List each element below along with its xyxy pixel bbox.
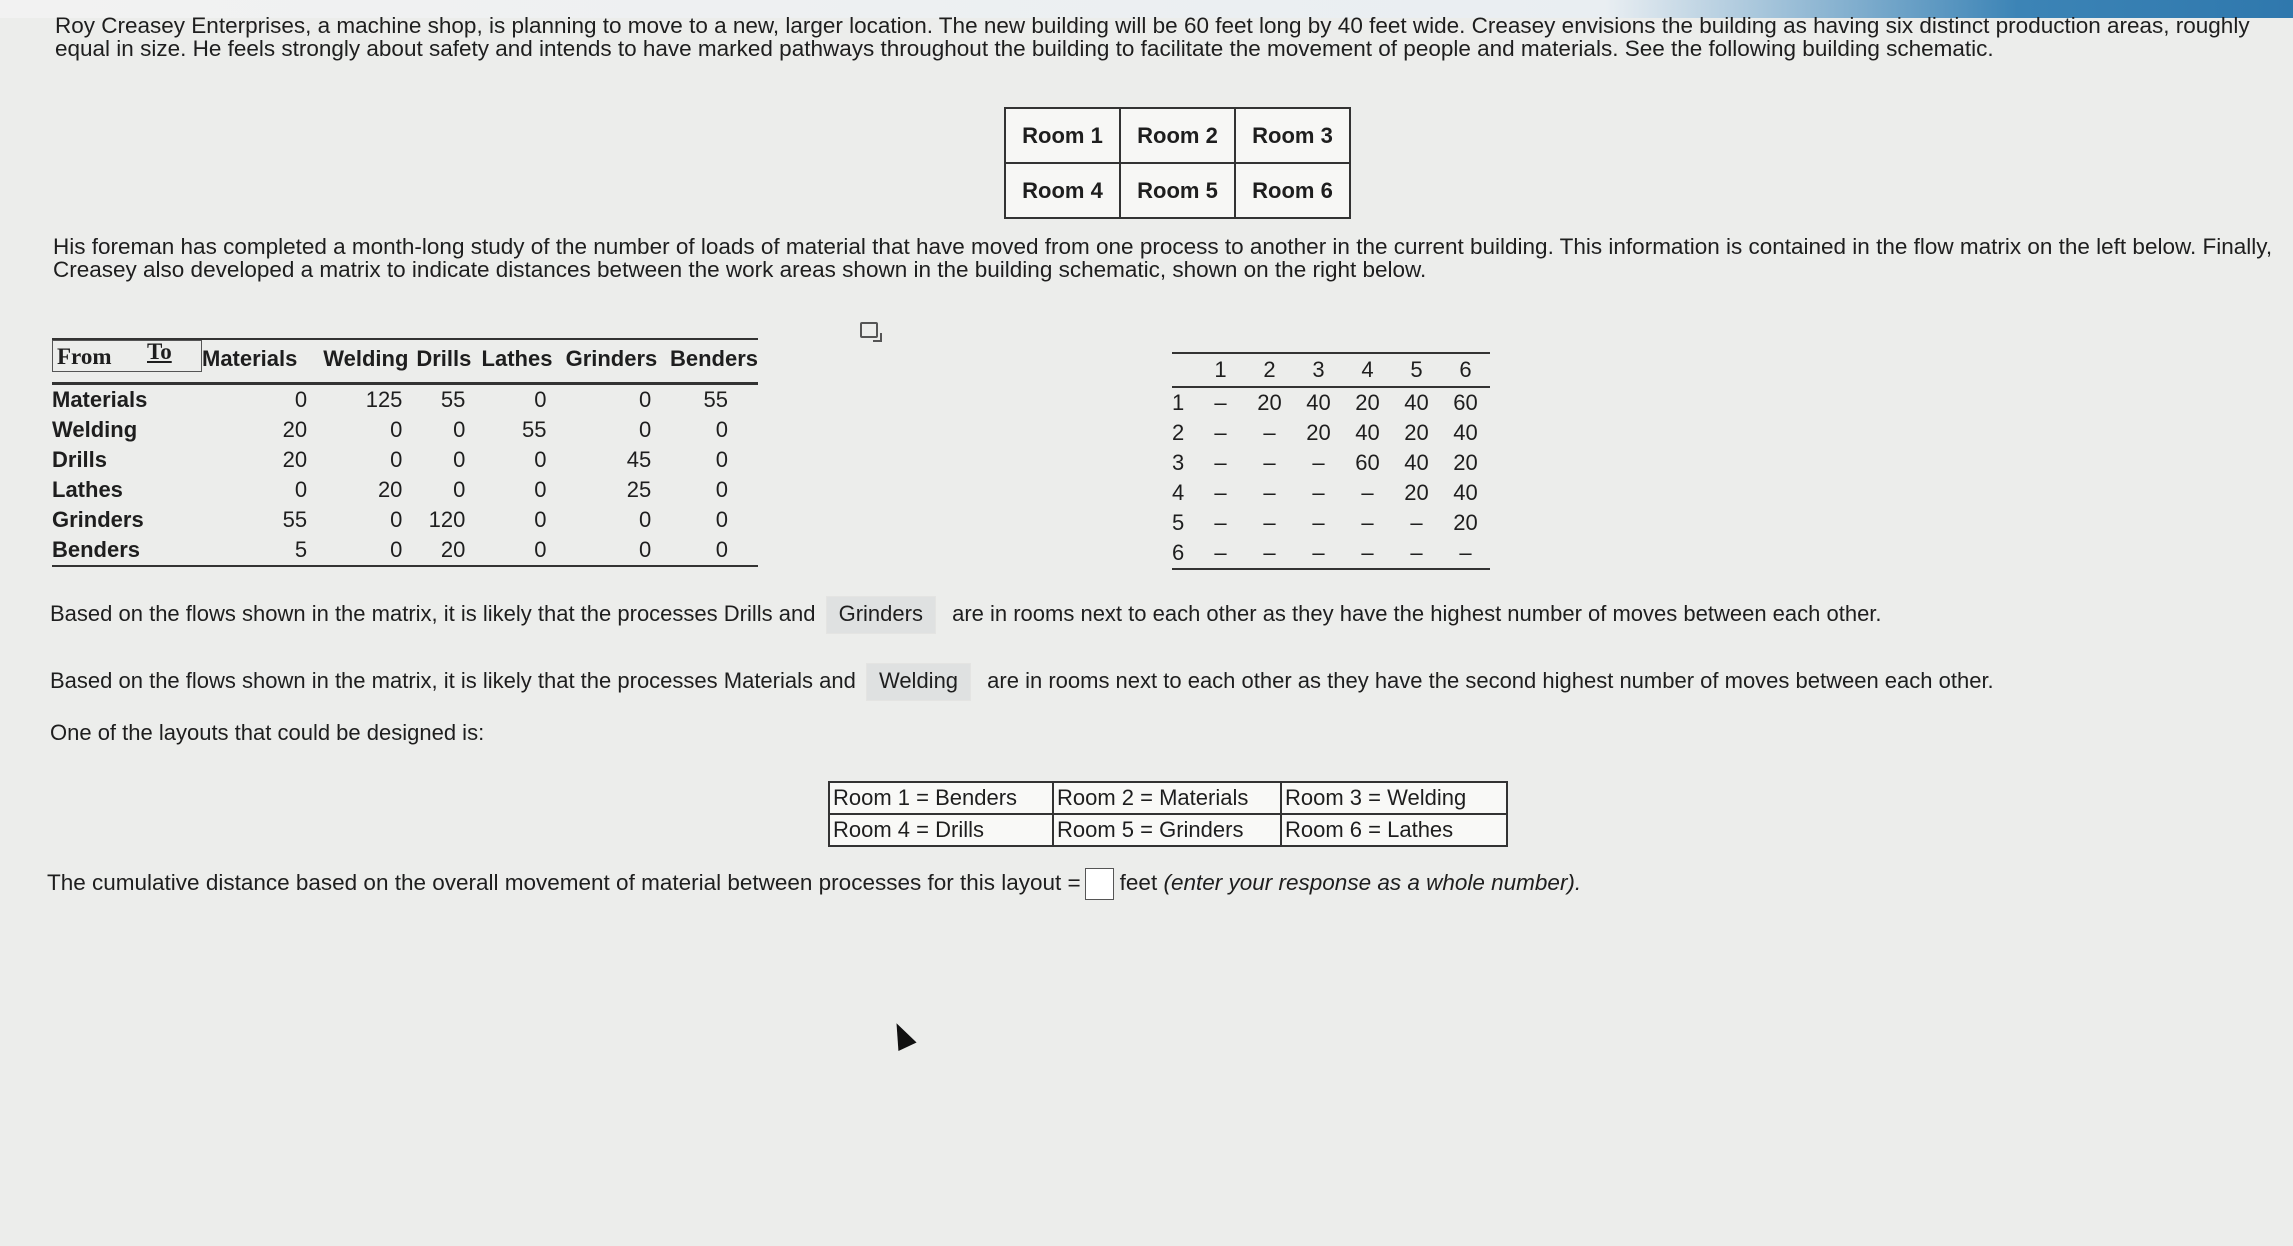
flow-cell: 0 [639, 387, 652, 412]
distance-cell: 60 [1355, 450, 1380, 475]
distance-row [1172, 508, 1490, 538]
distance-cell: – [1214, 510, 1227, 535]
distance-cell: – [1214, 420, 1227, 445]
question-cumulative-distance [47, 868, 1581, 900]
intro-paragraph: Roy Creasey Enterprises, a machine shop, is planning to move to a new, larger location. The new building will be 60 feet long by 40 feet wide. Creasey envisions the building as having six distinct production areas, roughly equal in size. He feels strongly about safety and intends to have marked pathways throughout the building to facilitate the movement of people and materials. See the following building schematic. [55, 13, 2250, 61]
distance-cell: 60 [1453, 390, 1478, 415]
distance-row-label: 4 [1172, 480, 1185, 505]
distance-col-header: 6 [1441, 353, 1490, 387]
distance-row [1172, 387, 1490, 418]
flow-cell: 0 [294, 477, 308, 502]
distance-cell: – [1263, 480, 1276, 505]
layout-cell: Room 1 = Benders [829, 782, 1053, 814]
distance-cell: – [1214, 480, 1227, 505]
schematic-room-3: Room 3 [1235, 108, 1350, 163]
distance-row-label: 2 [1172, 420, 1185, 445]
distance-col-header: 2 [1245, 353, 1294, 387]
flow-cell: 20 [282, 447, 308, 472]
from-label: From [57, 344, 112, 369]
distance-cell: 20 [1306, 420, 1331, 445]
foreman-paragraph: His foreman has completed a month-long study of the number of loads of material that have moved from one process to another in the current building. This information is contained in the flow matrix on the left below. Finally, Creasey also developed a matrix to indicate distances between the work areas shown in the building schematic, shown on the right below. [53, 234, 2273, 282]
flow-row-label: Welding [52, 417, 138, 442]
distance-cell: 20 [1355, 390, 1380, 415]
schematic-room-4: Room 4 [1005, 163, 1120, 218]
building-schematic [1004, 107, 1351, 219]
flow-cell: 0 [639, 417, 652, 442]
q2-text-before: Based on the flows shown in the matrix, it is likely that the processes Materials and [50, 668, 856, 693]
distance-row [1172, 418, 1490, 448]
q3-unit: feet [1119, 869, 1158, 895]
distance-row [1172, 478, 1490, 508]
distance-row-label: 5 [1172, 510, 1185, 535]
expand-table-icon[interactable] [860, 322, 878, 338]
distance-cell: 40 [1453, 480, 1478, 505]
flow-cell: 0 [534, 447, 547, 472]
distance-cell: – [1263, 450, 1276, 475]
to-label: To [147, 339, 172, 364]
mouse-cursor-icon [887, 1019, 916, 1051]
distance-cell: – [1214, 450, 1227, 475]
distance-cell: – [1263, 510, 1276, 535]
distance-cell: – [1441, 538, 1490, 569]
distance-cell: – [1361, 480, 1374, 505]
q1-text-after: are in rooms next to each other as they have the highest number of moves between each other. [952, 601, 1882, 626]
flow-cell: 55 [521, 417, 547, 442]
flow-cell: 0 [715, 507, 728, 532]
distance-cell: 20 [1453, 450, 1478, 475]
distance-cell: – [1312, 510, 1325, 535]
q2-answer-field[interactable]: Welding [866, 663, 971, 701]
flow-cell: 0 [390, 417, 403, 442]
distance-col-header: 3 [1294, 353, 1343, 387]
distance-col-header: 1 [1196, 353, 1245, 387]
flow-cell: 45 [626, 447, 652, 472]
flow-cell: 0 [534, 507, 547, 532]
schematic-room-5: Room 5 [1120, 163, 1235, 218]
flow-col-header: Welding [311, 339, 408, 384]
flow-row [52, 505, 758, 535]
flow-col-header: Lathes [471, 339, 552, 384]
layout-cell: Room 2 = Materials [1053, 782, 1281, 814]
flow-cell: 0 [453, 477, 466, 502]
layout-intro: One of the layouts that could be designed is: [50, 720, 485, 745]
distance-cell: – [1263, 420, 1276, 445]
flow-cell: 20 [408, 535, 471, 566]
flow-cell: 0 [639, 507, 652, 532]
from-to-header [52, 339, 202, 384]
flow-cell: 0 [390, 507, 403, 532]
distance-cell: 40 [1306, 390, 1331, 415]
distance-col-header: 4 [1343, 353, 1392, 387]
flow-cell: 0 [715, 417, 728, 442]
flow-cell: 0 [715, 447, 728, 472]
flow-cell: 55 [703, 387, 728, 412]
flow-col-header: Drills [408, 339, 471, 384]
q1-text-before: Based on the flows shown in the matrix, it is likely that the processes Drills and [50, 601, 816, 626]
flow-matrix [52, 338, 758, 567]
schematic-room-1: Room 1 [1005, 108, 1120, 163]
distance-cell: 40 [1404, 390, 1429, 415]
flow-cell: 25 [626, 477, 652, 502]
q1-answer-field[interactable]: Grinders [826, 596, 936, 634]
distance-row-label: 3 [1172, 450, 1185, 475]
distance-cell: – [1392, 538, 1441, 569]
flow-row [52, 475, 758, 505]
flow-row-label: Benders [52, 535, 202, 566]
flow-row-label: Grinders [52, 507, 144, 532]
question-highest-flow [50, 596, 1882, 634]
distance-cell: 20 [1404, 480, 1429, 505]
flow-cell: 20 [282, 417, 308, 442]
distance-cell: 40 [1355, 420, 1380, 445]
flow-row-label: Materials [52, 387, 148, 412]
flow-cell: 0 [534, 387, 547, 412]
proposed-layout-table [828, 781, 1508, 847]
layout-cell: Room 6 = Lathes [1281, 814, 1507, 846]
distance-row-label: 1 [1172, 390, 1185, 415]
distance-cell: – [1410, 510, 1423, 535]
distance-cell: – [1196, 538, 1245, 569]
distance-cell: – [1361, 510, 1374, 535]
distance-cell: 20 [1257, 390, 1282, 415]
flow-cell: 55 [282, 507, 308, 532]
cumulative-distance-input[interactable] [1085, 868, 1114, 900]
layout-cell: Room 4 = Drills [829, 814, 1053, 846]
flow-col-header: Benders [657, 339, 758, 384]
flow-col-header: Materials [202, 339, 311, 384]
flow-cell: 0 [453, 417, 466, 442]
distance-row [1172, 448, 1490, 478]
layout-cell: Room 5 = Grinders [1053, 814, 1281, 846]
distance-row [1172, 538, 1490, 569]
schematic-room-2: Room 2 [1120, 108, 1235, 163]
layout-cell: Room 3 = Welding [1281, 782, 1507, 814]
flow-cell: 0 [294, 387, 308, 412]
distance-cell: – [1343, 538, 1392, 569]
flow-cell: 0 [311, 535, 408, 566]
question-second-highest-flow [50, 663, 1994, 701]
distance-cell: 40 [1453, 420, 1478, 445]
flow-row-label: Lathes [52, 477, 123, 502]
flow-col-header: Grinders [552, 339, 657, 384]
distance-cell: – [1245, 538, 1294, 569]
flow-cell: 20 [377, 477, 403, 502]
distance-cell: 40 [1404, 450, 1429, 475]
distance-cell: – [1214, 390, 1227, 415]
flow-cell: 5 [202, 535, 311, 566]
distance-cell: 20 [1404, 420, 1429, 445]
flow-cell: 55 [440, 387, 466, 412]
distance-cell: – [1294, 538, 1343, 569]
flow-cell: 0 [471, 535, 552, 566]
q2-text-after: are in rooms next to each other as they have the second highest number of moves between each other. [987, 668, 1994, 693]
distance-cell: – [1312, 480, 1325, 505]
distance-cell: 20 [1453, 510, 1478, 535]
distance-corner [1172, 353, 1196, 387]
flow-row [52, 535, 758, 566]
q3-hint: (enter your response as a whole number). [1163, 869, 1582, 895]
flow-row-label: Drills [52, 447, 108, 472]
flow-cell: 0 [453, 447, 466, 472]
schematic-room-6: Room 6 [1235, 163, 1350, 218]
distance-col-header: 5 [1392, 353, 1441, 387]
flow-row [52, 415, 758, 445]
distance-cell: – [1312, 450, 1325, 475]
flow-row [52, 384, 758, 416]
flow-row [52, 445, 758, 475]
flow-cell: 0 [390, 447, 403, 472]
flow-cell: 0 [715, 477, 728, 502]
flow-cell: 0 [657, 535, 758, 566]
flow-cell: 0 [552, 535, 657, 566]
distance-matrix [1172, 352, 1490, 570]
flow-cell: 125 [365, 387, 403, 412]
flow-cell: 0 [534, 477, 547, 502]
q3-text-before: The cumulative distance based on the overall movement of material between processes for this layout = [47, 869, 1081, 895]
flow-cell: 120 [428, 507, 466, 532]
distance-row-label: 6 [1172, 538, 1196, 569]
